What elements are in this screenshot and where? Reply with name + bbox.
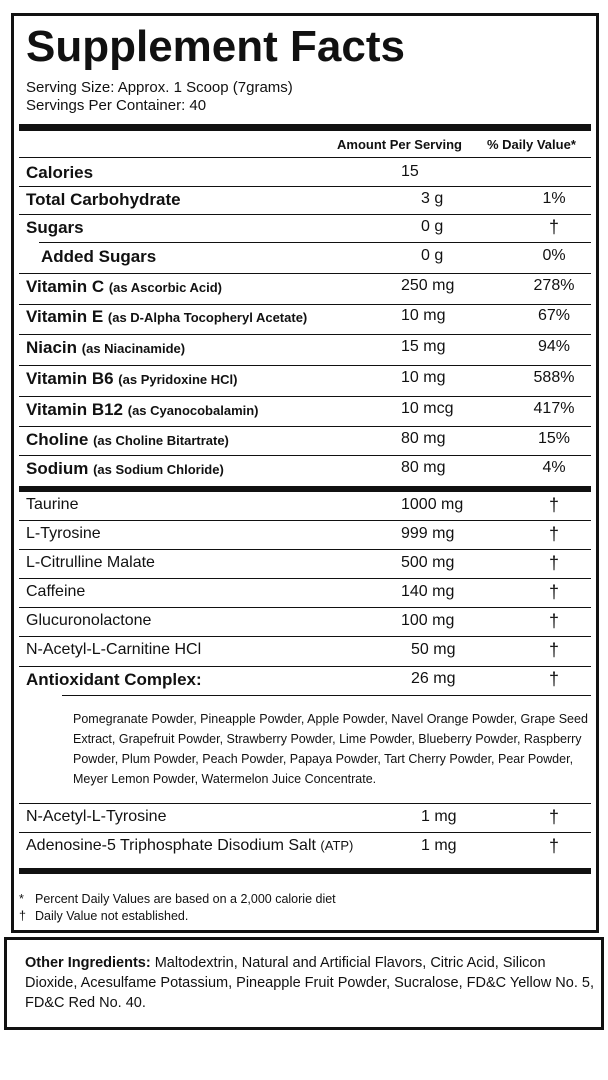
ingredient-row bbox=[26, 804, 584, 833]
nutrient-dv: 4% bbox=[542, 459, 566, 476]
nutrient-amount: 0 g bbox=[421, 247, 444, 264]
complex-name: Antioxidant Complex: bbox=[26, 670, 202, 689]
nutrient-name: Vitamin B6 bbox=[26, 369, 114, 388]
ingredient-name: Taurine bbox=[26, 496, 79, 513]
ingredient-name: N-Acetyl-L-Carnitine HCl bbox=[26, 641, 202, 658]
ingredient-amount: 1000 mg bbox=[401, 496, 464, 513]
nutrient-dv: 67% bbox=[537, 307, 571, 324]
other-ingredients-text: Maltodextrin, Natural and Artificial Flavors, Citric Acid, Silicon Dioxide, Acesulfame Potassium, Pineapple Fruit Powder, Sucralose, FD&C Yellow No. 5, FD&C Red No. 40. bbox=[25, 955, 594, 1011]
nutrient-row bbox=[26, 396, 584, 425]
nutrient-row bbox=[26, 303, 584, 332]
panel-title: Supplement Facts bbox=[26, 22, 405, 71]
nutrient-dv: 278% bbox=[533, 277, 575, 294]
nutrient-name: Sodium bbox=[26, 459, 89, 478]
nutrient-amount: 15 mg bbox=[401, 338, 446, 355]
nutrient-amount: 0 g bbox=[421, 218, 444, 235]
ingredient-name: N-Acetyl-L-Tyrosine bbox=[26, 808, 167, 825]
nutrient-amount: 10 mg bbox=[401, 307, 446, 324]
other-ingredients bbox=[25, 953, 595, 1013]
nutrient-amount: 10 mg bbox=[401, 369, 446, 386]
nutrient-dv: 15% bbox=[537, 430, 571, 447]
nutrient-row bbox=[26, 214, 584, 243]
nutrient-name: Added Sugars bbox=[41, 247, 157, 266]
nutrient-row bbox=[26, 334, 584, 363]
nutrient-dv: 0% bbox=[542, 247, 566, 264]
nutrient-name: Vitamin E bbox=[26, 307, 104, 326]
ingredient-row bbox=[26, 521, 584, 550]
ingredient-dv: † bbox=[548, 495, 559, 515]
nutrient-row bbox=[26, 186, 584, 215]
servings-per-container: Servings Per Container: 40 bbox=[26, 97, 207, 114]
ingredient-row bbox=[26, 608, 584, 637]
complex-ingredients: Pomegranate Powder, Pineapple Powder, Apple Powder, Navel Orange Powder, Grape Seed Extract, Grapefruit Powder, Strawberry Powder, Lime Powder, Blueberry Powder, Raspberry Powder, Plum Powder, Peach Powder, Papaya Powder, Tart Cherry Powder, Pear Powder, Meyer Lemon Powder, Watermelon Juice Concentrate. bbox=[73, 712, 588, 786]
ingredient-amount: 999 mg bbox=[401, 525, 455, 542]
nutrient-source: (as D-Alpha Tocopheryl Acetate) bbox=[107, 310, 308, 325]
footnote-dagger: † bbox=[19, 909, 26, 923]
ingredient-row bbox=[26, 637, 584, 666]
nutrient-name: Total Carbohydrate bbox=[26, 190, 181, 209]
footnote-daily-values bbox=[19, 891, 336, 908]
ingredient-row bbox=[26, 833, 584, 862]
ingredient-row bbox=[26, 492, 584, 521]
ingredient-name: Adenosine-5 Triphosphate Disodium Salt bbox=[26, 837, 316, 854]
ingredient-dv: † bbox=[548, 524, 559, 544]
nutrient-name: Niacin bbox=[26, 338, 78, 357]
nutrient-row bbox=[26, 159, 584, 188]
nutrient-name: Sugars bbox=[26, 218, 84, 237]
nutrient-source: (as Sodium Chloride) bbox=[93, 462, 224, 477]
nutrient-source: (as Choline Bitartrate) bbox=[93, 433, 229, 448]
ingredient-amount: 140 mg bbox=[401, 583, 455, 600]
nutrient-dv: 588% bbox=[533, 369, 575, 386]
ingredient-dv: † bbox=[548, 582, 559, 602]
thick-divider bbox=[19, 868, 591, 874]
ingredient-dv: † bbox=[548, 640, 559, 660]
ingredient-name: L-Citrulline Malate bbox=[26, 554, 155, 571]
nutrient-row bbox=[26, 455, 584, 484]
footnote-star: * bbox=[19, 892, 24, 906]
ingredient-dv: † bbox=[548, 553, 559, 573]
nutrient-amount: 15 bbox=[401, 163, 419, 180]
nutrient-source: (as Cyanocobalamin) bbox=[127, 403, 259, 418]
complex-dv: † bbox=[548, 669, 559, 689]
daily-value-header: % Daily Value* bbox=[487, 137, 576, 152]
ingredient-dv: † bbox=[548, 807, 559, 827]
footnote-not-established bbox=[19, 908, 188, 925]
ingredient-name: Caffeine bbox=[26, 583, 86, 600]
footnote-dagger-text: Daily Value not established. bbox=[35, 909, 189, 923]
complex-row bbox=[26, 666, 584, 695]
other-ingredients-label: Other Ingredients: bbox=[25, 955, 151, 971]
nutrient-name: Choline bbox=[26, 430, 89, 449]
serving-size: Serving Size: Approx. 1 Scoop (7grams) bbox=[26, 79, 293, 96]
nutrient-amount: 10 mcg bbox=[401, 400, 454, 417]
ingredient-row bbox=[26, 579, 584, 608]
nutrient-source: (as Ascorbic Acid) bbox=[108, 280, 223, 295]
nutrient-amount: 80 mg bbox=[401, 459, 446, 476]
nutrient-source: (as Pyridoxine HCl) bbox=[118, 372, 238, 387]
nutrient-row bbox=[26, 426, 584, 455]
header-divider bbox=[19, 157, 591, 158]
other-ingredients-panel bbox=[4, 937, 604, 1030]
supplement-facts-panel bbox=[11, 13, 599, 933]
ingredient-amount: 100 mg bbox=[401, 612, 455, 629]
ingredient-name: Glucuronolactone bbox=[26, 612, 152, 629]
nutrient-row bbox=[26, 273, 584, 302]
ingredient-amount: 500 mg bbox=[401, 554, 455, 571]
ingredient-dv: † bbox=[548, 836, 559, 856]
ingredient-dv: † bbox=[548, 611, 559, 631]
nutrient-row bbox=[26, 243, 584, 272]
row-divider bbox=[62, 695, 591, 696]
ingredient-amount: 1 mg bbox=[421, 808, 457, 825]
nutrient-dv: 94% bbox=[537, 338, 571, 355]
ingredient-amount: 1 mg bbox=[421, 837, 457, 854]
nutrient-name: Vitamin C bbox=[26, 277, 105, 296]
nutrient-name: Vitamin B12 bbox=[26, 400, 124, 419]
footnote-star-text: Percent Daily Values are based on a 2,000 calorie diet bbox=[35, 892, 336, 906]
nutrient-dv: 1% bbox=[542, 190, 566, 207]
nutrient-row bbox=[26, 365, 584, 394]
complex-amount: 26 mg bbox=[411, 670, 456, 687]
nutrient-dv: 417% bbox=[533, 400, 575, 417]
ingredient-row bbox=[26, 550, 584, 579]
nutrient-dv: † bbox=[548, 217, 559, 237]
ingredient-amount: 50 mg bbox=[411, 641, 456, 658]
nutrient-source: (as Niacinamide) bbox=[81, 341, 186, 356]
nutrient-amount: 250 mg bbox=[401, 277, 455, 294]
nutrient-name: Calories bbox=[26, 163, 94, 182]
ingredient-name: L-Tyrosine bbox=[26, 525, 101, 542]
amount-header: Amount Per Serving bbox=[337, 137, 462, 152]
nutrient-amount: 3 g bbox=[421, 190, 444, 207]
ingredient-abbrev: (ATP) bbox=[320, 838, 354, 853]
thick-divider bbox=[19, 124, 591, 131]
nutrient-amount: 80 mg bbox=[401, 430, 446, 447]
